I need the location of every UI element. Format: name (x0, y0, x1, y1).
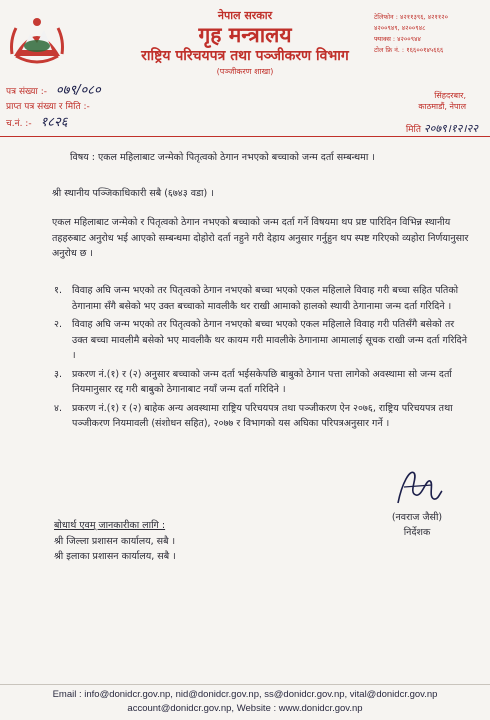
contact-line: टेलिफोन : ४२११३९६, ४२११२० (374, 13, 449, 21)
ministry-name: गृह मन्त्रालय (198, 23, 292, 47)
item-number: ४. (54, 402, 62, 414)
list-item (54, 283, 472, 314)
signer-title: निर्देशक (403, 527, 431, 538)
date-value: २०७९।१२।२२ (423, 122, 478, 135)
department-name: राष्ट्रिय परिचयपत्र तथा पञ्जीकरण विभाग (141, 48, 349, 64)
signer-name: (नवराज जैसी) (391, 512, 443, 523)
letter-number-value: ०७९/०८० (55, 83, 101, 98)
footer-divider (0, 684, 490, 685)
cc-item: श्री इलाका प्रशासन कार्यालय, सबै । (54, 551, 176, 562)
section-name: (पञ्जीकरण शाखा) (216, 67, 274, 76)
contact-numbers (374, 12, 484, 56)
addressee: श्री स्थानीय पञ्जिकाधिकारी सबै (६७४३ वडा) । (52, 188, 214, 199)
letter-date (406, 121, 478, 136)
item-text: विवाह अघि जन्म भएको तर पितृत्वको ठेगान नभएको बच्चा भएको एकल महिलाले विवाह गरी पतिसँगै बसेको तर उक्त बच्चा मावलीमै बसेको भए मावलीकै थर कायम गरी मावलीके ठेगानामा आमालाई सूचक राखी जन्म दर्ता गरिदिने । (72, 319, 468, 361)
dispatch-value: १८२६ (40, 115, 68, 130)
dispatch-row (6, 115, 101, 132)
item-text: विवाह अघि जन्म भएको तर पितृत्वको ठेगान नभएको बच्चा भएको एकल महिलाले विवाह गरी बच्चा सहित पतिको ठेगानामा सँगै बसेको भए उक्त बच्चाको मावलीकै थर राखी आमाको हालको स्थायी ठेगानामा जन्म दर्ता गरिदिने । (72, 285, 459, 312)
instruction-list (54, 283, 472, 435)
handwritten-signature (392, 463, 444, 509)
government-name: नेपाल सरकार (217, 9, 273, 22)
footer-website-line: account@donidcr.gov.np, Website : www.donidcr.gov.np (127, 703, 363, 714)
received-row (6, 100, 101, 115)
cc-block (54, 518, 176, 565)
item-text: प्रकरण नं.(१) र (२) अनुसार बच्चाको जन्म दर्ता भईसकेपछि बाबुको ठेगान पत्ता लागेको अवस्थामा सो जन्म दर्ता नियमानुसार रद्द गरी बाबुको ठेगानाबाट नयाँ जन्म दर्ता गरिदिने । (72, 368, 452, 395)
intro-paragraph: एकल महिलाबाट जन्मेको र पितृत्वको ठेगान नभएको बच्चाको जन्म दर्ता गर्ने विषयमा थप प्रष्ट पारिदिन विभिन्न स्थानीय तहहरुबाट अनुरोध भई आएको सम्बन्धमा दोहोरो दर्ता नहुने गरी देहाय अनुसार गर्नुहुन थप स्पष्ट गरिएको व्यहोरा निर्णयानुसार अनुरोध छ । (52, 217, 469, 259)
letter-number-label: पत्र संख्या :- (6, 87, 47, 97)
footer-email-line: Email : info@donidcr.gov.np, nid@donidcr.gov.np, ss@donidcr.gov.np, vital@donidcr.gov.np (52, 689, 438, 700)
received-label: प्राप्त पत्र संख्या र मिति :- (6, 102, 90, 112)
header-divider (0, 136, 490, 137)
contact-line: ४२००९४९, ४२००९४८ (374, 24, 426, 32)
subject-line: विषय : एकल महिलाबाट जन्मेको पितृत्वको ठेगान नभएको बच्चाको जन्म दर्ता सम्बन्धमा । (70, 152, 375, 163)
office-address (418, 90, 466, 112)
address-line: सिंहदरबार, (434, 91, 466, 100)
item-number: १. (54, 285, 62, 296)
list-item (54, 317, 472, 364)
cc-title: बोधार्थ एवम् जानकारीका लागि : (54, 520, 166, 531)
item-number: २. (54, 319, 62, 330)
date-label: मिति (405, 125, 422, 135)
cc-item: श्री जिल्ला प्रशासन कार्यालय, सबै । (54, 535, 176, 547)
contact-line: टोल फ्रि नं. : १६६००१४५६६६ (374, 46, 444, 54)
reference-block (6, 83, 101, 132)
footer-contact (0, 688, 490, 716)
dispatch-label: च.नं. :- (6, 119, 32, 129)
item-number: ३. (54, 368, 62, 380)
list-item (54, 401, 472, 432)
item-text: प्रकरण नं.(१) र (२) बाहेक अन्य अवस्थामा राष्ट्रिय परिचयपत्र तथा पञ्जीकरण ऐन २०७६, राष्ट्रिय परिचयपत्र तथा पञ्जीकरण नियमावली (संशोधन सहित), २०७७ र विभागको यस अघिका परिपत्रअनुसार गर्ने । (72, 402, 453, 429)
address-line: काठमाडौं, नेपाल (418, 102, 466, 111)
letter-number-row (6, 83, 101, 100)
signatory (372, 510, 462, 540)
contact-line: फ्याक्स : ४२००९४४ (374, 35, 421, 43)
list-item (54, 367, 472, 398)
